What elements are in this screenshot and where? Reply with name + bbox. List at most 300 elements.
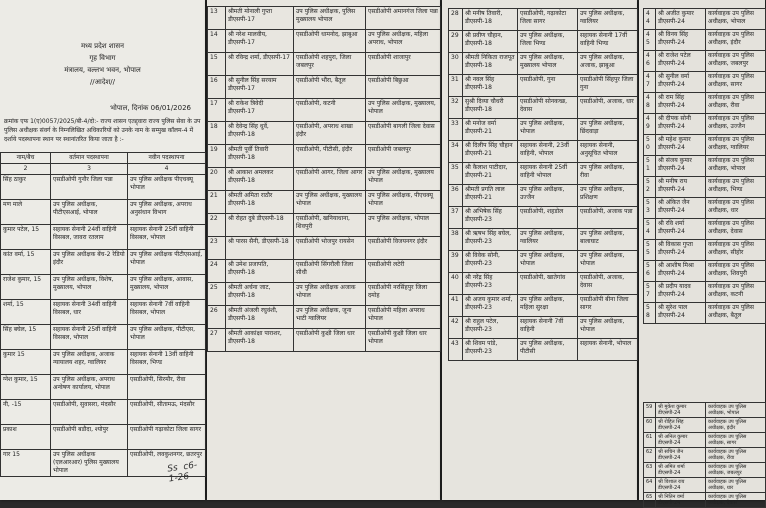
table-cell: श्री कैलाश पाटीदार, डीएसपी-21 [463,163,518,185]
table-cell: उप पुलिस अधीक्षक, बालाघाट [578,229,638,251]
table-cell: श्रीमती अमिता राठौर डीएसपी-18 [226,191,294,214]
table-cell: नी, -15 [1,400,51,425]
table-cell: उप पुलिस अधीक्षक अजाक भोपाल [294,283,366,306]
column-number: 2 [1,164,51,175]
table-row [1,325,206,350]
table-cell: उप पुलिस अधीक्षक, छिंदवाड़ा [578,119,638,141]
table-cell: 22 [208,214,226,237]
table-body [644,403,766,508]
table-cell: श्रीमती आकांक्षा पाराशर, डीएसपी-18 [226,329,294,352]
table-cell: उप पुलिस अधीक्षक, मुख्यालय भोपाल [294,191,366,214]
table-cell: श्री रविन्द्र शर्मा, डीएसपी-17 [226,53,294,76]
table-cell: 61 [644,433,656,448]
table-cell: 15 [208,53,226,76]
table-row [449,163,638,185]
table-body [644,9,766,324]
table-cell: 30 [449,53,463,75]
table-cell: एसडीओपी, गुना [518,75,578,97]
table-cell: श्री अजय कुमार शर्मा, डीएसपी-23 [463,295,518,317]
table-cell: सहायक सेनानी 17वीं वाहिनी भिण्ड [578,31,638,53]
table-row [644,261,766,282]
table-cell: श्री विकास गुप्ता डीएसपी-24 [656,240,706,261]
transfer-table-1 [0,152,206,477]
table-cell: उप पुलिस अधीक्षक, विशेष, मुख्यालय, भोपाल [51,275,128,300]
table-cell: ग्नेश कुमार, 15 [1,375,51,400]
table-cell: 56 [644,261,656,282]
table-row [208,122,441,145]
table-cell: श्रीमती प्रगति लाल डीएसपी-21 [463,185,518,207]
table-cell: उप पुलिस अधीक्षक, ग्वालियर [518,229,578,251]
table-cell: 46 [644,51,656,72]
table-cell: कार्यवाहक उप पुलिस अधीक्षक, शिवपुरी [706,261,766,282]
table-cell: श्री शिवम पांडे, डीएसपी-23 [463,339,518,361]
table-cell: 65 [644,493,656,508]
table-cell: श्री आकाश अमलकर डीएसपी-18 [226,168,294,191]
table-cell: श्री रोहित सिंह डीएसपी-24 [656,418,706,433]
table-cell: उप पुलिस अधीक्षक, मुख्यालय, भोपाल [366,99,441,122]
table-row [449,339,638,361]
table-cell: श्री आशीष मिश्रा डीएसपी-24 [656,261,706,282]
table-cell: श्री ऋषभ सिंह बघेल, डीएसपी-23 [463,229,518,251]
table-cell: उप पुलिस अधीक्षक, जूना भाटी ग्वालियर [294,306,366,329]
table-cell: एसडीओपी बडौदा, श्योपुर [51,425,128,450]
table-cell: उप पुलिस अधीक्षक, अपराध अनुसंधान विभाग [128,200,206,225]
table-row [449,295,638,317]
table-cell: एसडीओपी, शहडोल [518,207,578,229]
table-cell: 35 [449,163,463,185]
table-cell: एसडीओपी, अजाक, धार [578,97,638,119]
table-row [1,275,206,300]
table-cell: उप पुलिस अधीक्षक, पीटीसी [518,339,578,361]
table-cell: 62 [644,448,656,463]
table-cell: 50 [644,135,656,156]
table-row [208,145,441,168]
document-page-4 [639,0,765,506]
table-cell: सिंह ठाकुर [1,175,51,200]
table-cell: एसडीओपी सिंगरौली जिला सीधी [294,260,366,283]
table-row [644,177,766,198]
table-cell: उप पुलिस अधीक्षक, प्रशिक्षण [578,185,638,207]
table-cell: श्री विवेक सोनी, डीएसपी-23 [463,251,518,273]
table-cell: कार्यवाहक उप पुलिस अधीक्षक, कटनी [706,282,766,303]
column-header: वर्तमान पदस्थापना [51,153,128,164]
table-cell: 63 [644,463,656,478]
table-cell: उप पुलिस अधीक्षक, भोपाल [518,119,578,141]
table-cell: श्री विनय सिंह डीएसपी-24 [656,30,706,51]
table-cell: प्रकाश [1,425,51,450]
table-cell: श्री नितिन वर्मा डीएसपी-24 [656,493,706,508]
table-cell: सहायक सेनानी, अनुसूचित भोपाल [578,141,638,163]
table-row [208,329,441,352]
table-cell: उप पुलिस अधीक्षक, भोपाल [518,251,578,273]
table-cell: शर्मा, 15 [1,300,51,325]
table-cell: एसडीओपी आगर, जिला आगर [294,168,366,191]
table-cell: सहायक सेनानी 25वीं वाहिनी भोपाल [518,163,578,185]
table-cell: एसडीओपी, अजाक, देवास [578,273,638,295]
transfer-table-3 [448,8,638,361]
header-line: //आदेश// [89,78,116,86]
table-cell: 39 [449,251,463,273]
intro-paragraph: क्रमांक एफ 1(ए)0057/2025/बी-4/दो:- राज्य शासन एतद्द्वारा राज्य पुलिस सेवा के उप पुलिस अधीक्षक संवर्ग के निम्नलिखित अधिकारियों को उनके नाम के सम्मुख कॉलम-4 में दर्शाये पदस्थापना स्थान पर स्थानांतरित किया जाता है :- [4,118,201,143]
table-row [449,229,638,251]
table-cell: एसडीओपी, अजाक पन्ना [578,207,638,229]
table-cell: एसडीओपी शाजापुर [366,53,441,76]
transfer-table-2 [207,6,441,352]
table-cell: श्री सचिन जैन डीएसपी-24 [656,448,706,463]
table-cell: 58 [644,303,656,324]
table-row [449,31,638,53]
table-row [449,141,638,163]
table-row [208,168,441,191]
column-number: 4 [128,164,206,175]
table-cell: 27 [208,329,226,352]
table-cell: कार्यवाहक उप पुलिस अधीक्षक, सागर [706,72,766,93]
table-cell: उप पुलिस अधीक्षक, भोपाल [578,251,638,273]
table-row [644,282,766,303]
table-cell: सहायक सेनानी 24वीं वाहिनी विसबल, जावरा रतलाम [51,225,128,250]
table-cell: सहायक सेनानी 25वीं वाहिनी विसबल, भोपाल [51,325,128,350]
table-cell: श्री महेश कुमार डीएसपी-24 [656,135,706,156]
table-cell: श्री दिलीप सिंह चौहान डीएसपी-21 [463,141,518,163]
table-cell: श्री अमित शर्मा डीएसपी-24 [656,463,706,478]
table-cell: 29 [449,31,463,53]
table-cell: उप पुलिस अधीक्षक पीएचक्यू भोपाल [128,175,206,200]
table-cell: कार्यवाहक उप पुलिस अधीक्षक, जबलपुर [706,51,766,72]
table-cell: श्री राजेश पटेल डीएसपी-24 [656,51,706,72]
table-cell: श्री राम सिंह डीएसपी-24 [656,93,706,114]
table-cell: श्रीमती मोनाली गुप्ता डीएसपी-17 [226,7,294,30]
table-cell: श्री दीपक सोनी डीएसपी-24 [656,114,706,135]
table-row [1,400,206,425]
table-cell: उप पुलिस अधीक्षक, अजाक न्यायालय शहर, ग्वालियर [51,350,128,375]
table-cell: 55 [644,240,656,261]
table-row [208,7,441,30]
table-cell: एसडीओपी, सिरमौर, रीवा [128,375,206,400]
table-row [644,418,766,433]
table-row [644,463,766,478]
table-cell: कार्यवाहक उप पुलिस अधीक्षक, उज्जैन [706,114,766,135]
table-row [644,303,766,324]
table-cell: एसडीओपी, गढ़ाकोटा जिला सागर [518,9,578,31]
table-row [644,30,766,51]
table-cell: एसडीओपी, अपराध शाखा इंदौर [294,122,366,145]
table-cell: 21 [208,191,226,214]
table-cell: श्रीमती पूर्वी तिवारी डीएसपी-18 [226,145,294,168]
table-row [644,72,766,93]
table-cell: 24 [208,260,226,283]
table-cell: श्री प्रदीप यादव डीएसपी-24 [656,282,706,303]
table-row [449,97,638,119]
table-cell: 20 [208,168,226,191]
table-cell: कुमार 15 [1,350,51,375]
table-cell: श्री अंकित जैन डीएसपी-24 [656,198,706,219]
table-cell: उप पुलिस अधीक्षक, पीएचक्यू भोपाल [366,191,441,214]
table-cell: कार्यवाहक उप पुलिस अधीक्षक, रीवा [706,93,766,114]
transfer-table-4-small [643,402,766,508]
table-cell: एसडीओपी गुनौर जिला पन्ना [51,175,128,200]
table-cell: एसडीओपी लटेरी [366,260,441,283]
table-cell: उप पुलिस अधीक्षक, अपराध अन्वेषण कार्यालय, भोपाल [51,375,128,400]
table-cell: 19 [208,145,226,168]
table-row [644,156,766,177]
table-cell: 54 [644,219,656,240]
table-cell: 36 [449,185,463,207]
table-cell: उप पुलिस अधीक्षक, भोपाल [578,317,638,339]
table-cell: 37 [449,207,463,229]
table-cell: 38 [449,229,463,251]
table-row [644,51,766,72]
table-cell: श्री विशाल राय डीएसपी-24 [656,478,706,493]
column-header: नवीन पदस्थापना [128,153,206,164]
table-cell: श्री उमेश प्रजापति, डीएसपी-18 [226,260,294,283]
header-line: मध्य प्रदेश शासन [81,42,124,50]
document-page-2 [207,0,440,500]
table-row [449,9,638,31]
table-row [644,493,766,508]
table-cell: उप पुलिस अधीक्षक, ग्वालियर [578,9,638,31]
table-cell: 26 [208,306,226,329]
table-cell: उप पुलिस अधीक्षक (एलआरआर) पुलिस मुख्यालय भोपाल [51,450,128,477]
table-cell: श्री मुकेश कुमार डीएसपी-24 [656,403,706,418]
table-row [449,273,638,295]
table-cell: सहायक सेनानी 34वीं वाहिनी विसबल, धार [51,300,128,325]
table-cell: उप पुलिस अधीक्षक, मुख्यालय भोपाल [518,53,578,75]
table-cell: एसडीओपी, खातेगांव [518,273,578,295]
table-cell: श्री पारस सैनी, डीएसपी-18 [226,237,294,260]
transfer-table-4 [643,8,766,324]
table-row [1,425,206,450]
table-row [208,76,441,99]
table-cell: 33 [449,119,463,141]
table-cell: एसडीओपी, कटनी [294,99,366,122]
table-cell: 23 [208,237,226,260]
table-cell: सहायक सेनानी 25वीं वाहिनी विसबल, भोपाल [128,225,206,250]
table-cell: श्री नरेंद्र सिंह डीएसपी-23 [463,273,518,295]
table-cell: 28 [449,9,463,31]
table-row [208,30,441,53]
table-cell: एसडीओपी शहपुरा, जिला जबलपुर [294,53,366,76]
table-cell: उप पुलिस अधीक्षक, उज्जैन [518,185,578,207]
table-cell: उप पुलिस अधीक्षक, महिला सुरक्षा [518,295,578,317]
table-cell: श्री राहुल पटेल, डीएसपी-23 [463,317,518,339]
table-cell: श्री सुनील सिंह सरयाम डीएसपी-17 [226,76,294,99]
document-page-3 [442,0,637,500]
table-row [644,433,766,448]
table-cell: कार्यवाहक उप पुलिस अधीक्षक, सागर [706,433,766,448]
table-cell: श्री अजीत कुमार डीएसपी-24 [656,9,706,30]
table-cell: उप पुलिस अधीक्षक, पीटीएसआई, भोपाल [51,200,128,225]
table-cell: एसडीओपी अमानगंज जिला पन्ना [366,7,441,30]
table-cell: उप पुलिस अधीक्षक, आवास, मुख्यालय, भोपाल [128,275,206,300]
handwritten-initials: Ss c6-1-26 [166,460,198,485]
table-cell: कार्यवाहक उप पुलिस अधीक्षक, धार [706,478,766,493]
table-cell: उप पुलिस अधीक्षक, जिला भिण्ड [518,31,578,53]
table-row [644,478,766,493]
document-page-1 [0,0,205,500]
table-cell: उप पुलिस अधीक्षक, अजाक, झाबुआ [578,53,638,75]
table-cell: सहायक सेनानी, 23वीं वाहिनी, भोपाल [518,141,578,163]
table-cell: कार्यवाहक उप पुलिस अधीक्षक, बैतूल [706,303,766,324]
table-cell: 40 [449,273,463,295]
table-cell: एसडीओपी बीना जिला सागर [578,295,638,317]
table-row [1,175,206,200]
table-row [449,207,638,229]
table-cell: उप पुलिस अधीक्षक पीटीएसआई, भोपाल [128,250,206,275]
table-row [644,135,766,156]
table-cell: एसडीओपी जबलपुर [366,145,441,168]
table-cell: 57 [644,282,656,303]
table-cell: एसडीओपी, सीतामऊ, मंदसौर [128,400,206,425]
table-cell: श्रीमती निकिता राजपूत डीएसपी-18 [463,53,518,75]
table-cell: कार्यवाहक उप पुलिस अधीक्षक, रीवा [706,448,766,463]
table-cell: कार्यवाहक उप पुलिस अधीक्षक, भोपाल [706,156,766,177]
table-cell: एसडीओपी, पीटीसी, इंदौर [294,145,366,168]
table-cell: श्री मनोज वर्मा डीएसपी-21 [463,119,518,141]
table-cell: 16 [208,76,226,99]
table-cell: 64 [644,478,656,493]
table-body [449,9,638,361]
table-cell: एसडीओपी, लवकुशनगर, छतरपुर [128,450,206,477]
table-cell: एसडीओपी बिछुआ [366,76,441,99]
column-header: नाम/बैच [1,153,51,164]
table-cell: 52 [644,177,656,198]
table-cell: श्रीमती अंजली रघुवंशी, डीएसपी-18 [226,306,294,329]
table-cell: श्री प्रवीण चौहान, डीएसपी-18 [463,31,518,53]
table-cell: उप पुलिस अधीक्षक, महिला अपराध, भोपाल [366,30,441,53]
table-cell: श्री संजय कुमार डीएसपी-24 [656,156,706,177]
table-cell: उप पुलिस अधीक्षक, पीटीएस, भोपाल [128,325,206,350]
table-cell: एसडीओपी महिला अपराध भोपाल [366,306,441,329]
table-row [1,350,206,375]
table-cell: एसडीओपी नरसिंहपुर जिला दमोह [366,283,441,306]
table-cell: श्रीमती अर्चना जाट, डीएसपी-18 [226,283,294,306]
table-row [644,448,766,463]
table-cell: 42 [449,317,463,339]
table-cell: श्री अभिषेक सिंह डीएसपी-23 [463,207,518,229]
table-cell: श्री मनीष तिवारी, डीएसपी-18 [463,9,518,31]
table-cell: एसडीओपी बागली जिला देवास [366,122,441,145]
header-line: गृह विभाग [89,54,116,62]
table-row [644,9,766,30]
table-cell: 60 [644,418,656,433]
letterhead [0,40,205,88]
table-cell: एसडीओपी, सुवासरा, मंदसौर [51,400,128,425]
header-line: मंत्रालय, वल्लभ भवन, भोपाल [64,66,141,74]
table-cell: सहायक सेनानी 7वीं वाहिनी [518,317,578,339]
table-row [449,317,638,339]
table-cell: एसडीओपी कुक्षी जिला धार [294,329,366,352]
table-cell: 48 [644,93,656,114]
table-cell: 51 [644,156,656,177]
table-cell: 44 [644,9,656,30]
table-row [208,260,441,283]
table-cell: श्री रोहत दुबे डीएसपी-18 [226,214,294,237]
table-cell: मण माले [1,200,51,225]
table-row [1,225,206,250]
table-cell: श्री नवल सिंह डीएसपी-18 [463,75,518,97]
table-cell: कार्यवाहक उप पुलिस अधीक्षक, ग्वालियर [706,135,766,156]
table-row [208,237,441,260]
table-cell: कार्यवाहक उप पुलिस अधीक्षक, जबलपुर [706,463,766,478]
table-cell: सहायक सेनानी, भोपाल [578,339,638,361]
table-cell: एसडीओपी सोनकच्छ, देवास [518,97,578,119]
table-cell: उप पुलिस अधीक्षक, भोपाल [366,214,441,237]
table-cell: गार 15 [1,450,51,477]
table-cell: उप पुलिस अधीक्षक बेंच-2 रेडियो इंदौर [51,250,128,275]
table-cell: कार्यवाहक उप पुलिस अधीक्षक, इंदौर [706,418,766,433]
table-cell: कार्यवाहक उप पुलिस अधीक्षक, भिण्ड [706,177,766,198]
table-row [1,300,206,325]
table-cell: कार्यवाहक उप पुलिस अधीक्षक, सीहोर [706,240,766,261]
table-row [449,251,638,273]
table-cell: 53 [644,198,656,219]
table-row [208,306,441,329]
table-cell: एसडीओपी, खनियाधाना, शिवपुरी [294,214,366,237]
table-cell: एसडीओपी गढ़ाकोटा जिला सागर [128,425,206,450]
table-row [208,214,441,237]
table-cell: सुश्री दिव्या चौधरी डीएसपी-18 [463,97,518,119]
table-row [208,99,441,122]
table-row [208,53,441,76]
table-cell: 14 [208,30,226,53]
table-cell: श्री राकेश त्रिवेदी डीएसपी-17 [226,99,294,122]
table-cell: कार्यवाहक उप पुलिस अधीक्षक, इंदौर [706,30,766,51]
table-cell: कुमार पटेल, 15 [1,225,51,250]
table-cell: 17 [208,99,226,122]
table-cell: एसडीओपी भोजपुर रायसेन [294,237,366,260]
table-cell: कार्यवाहक उप पुलिस अधीक्षक, भोपाल [706,403,766,418]
table-cell: 47 [644,72,656,93]
table-cell: एसडीओपी भौंरा, बैतूल [294,76,366,99]
table-cell: श्री सुनील वर्मा डीएसपी-24 [656,72,706,93]
table-cell: सिंह बघेल, 15 [1,325,51,350]
table-row [208,283,441,306]
table-cell: कार्यवाहक उप पुलिस अधीक्षक, देवास [706,493,766,508]
table-cell: श्री रवि शर्मा डीएसपी-24 [656,219,706,240]
table-cell: उप पुलिस अधीक्षक, पुलिस मुख्यालय भोपाल [294,7,366,30]
table-cell: 45 [644,30,656,51]
table-row [449,53,638,75]
table-cell: एसडीओपी धामनोद, झाबुआ [294,30,366,53]
table-row [449,75,638,97]
table-cell: श्री सुरेश पाल डीएसपी-24 [656,303,706,324]
table-cell: श्री देवेन्द्र सिंह धुर्वे, डीएसपी-18 [226,122,294,145]
table-row [644,403,766,418]
table-cell: 49 [644,114,656,135]
table-body [208,7,441,352]
table-cell: श्री मनीष राय डीएसपी-24 [656,177,706,198]
table-cell: 34 [449,141,463,163]
table-cell: सहायक सेनानी 13वीं वाहिनी विसबल, भिण्ड [128,350,206,375]
table-cell: 59 [644,403,656,418]
table-cell: सहायक सेनानी 7वीं वाहिनी विसबल, भोपाल [128,300,206,325]
table-row [449,185,638,207]
table-cell: 43 [449,339,463,361]
table-row [449,119,638,141]
table-row [208,191,441,214]
table-row [644,114,766,135]
table-row [644,219,766,240]
table-row [1,250,206,275]
table-cell: 18 [208,122,226,145]
table-row [644,198,766,219]
table-cell: एसडीओपी विजयनगर इंदौर [366,237,441,260]
table-cell: एसडीओपी सिंहपुर जिला गुना [578,75,638,97]
table-cell: राजेश कुमार, 15 [1,275,51,300]
table-row [644,93,766,114]
table-cell: श्री अनिल कुमार डीएसपी-24 [656,433,706,448]
table-cell: 25 [208,283,226,306]
